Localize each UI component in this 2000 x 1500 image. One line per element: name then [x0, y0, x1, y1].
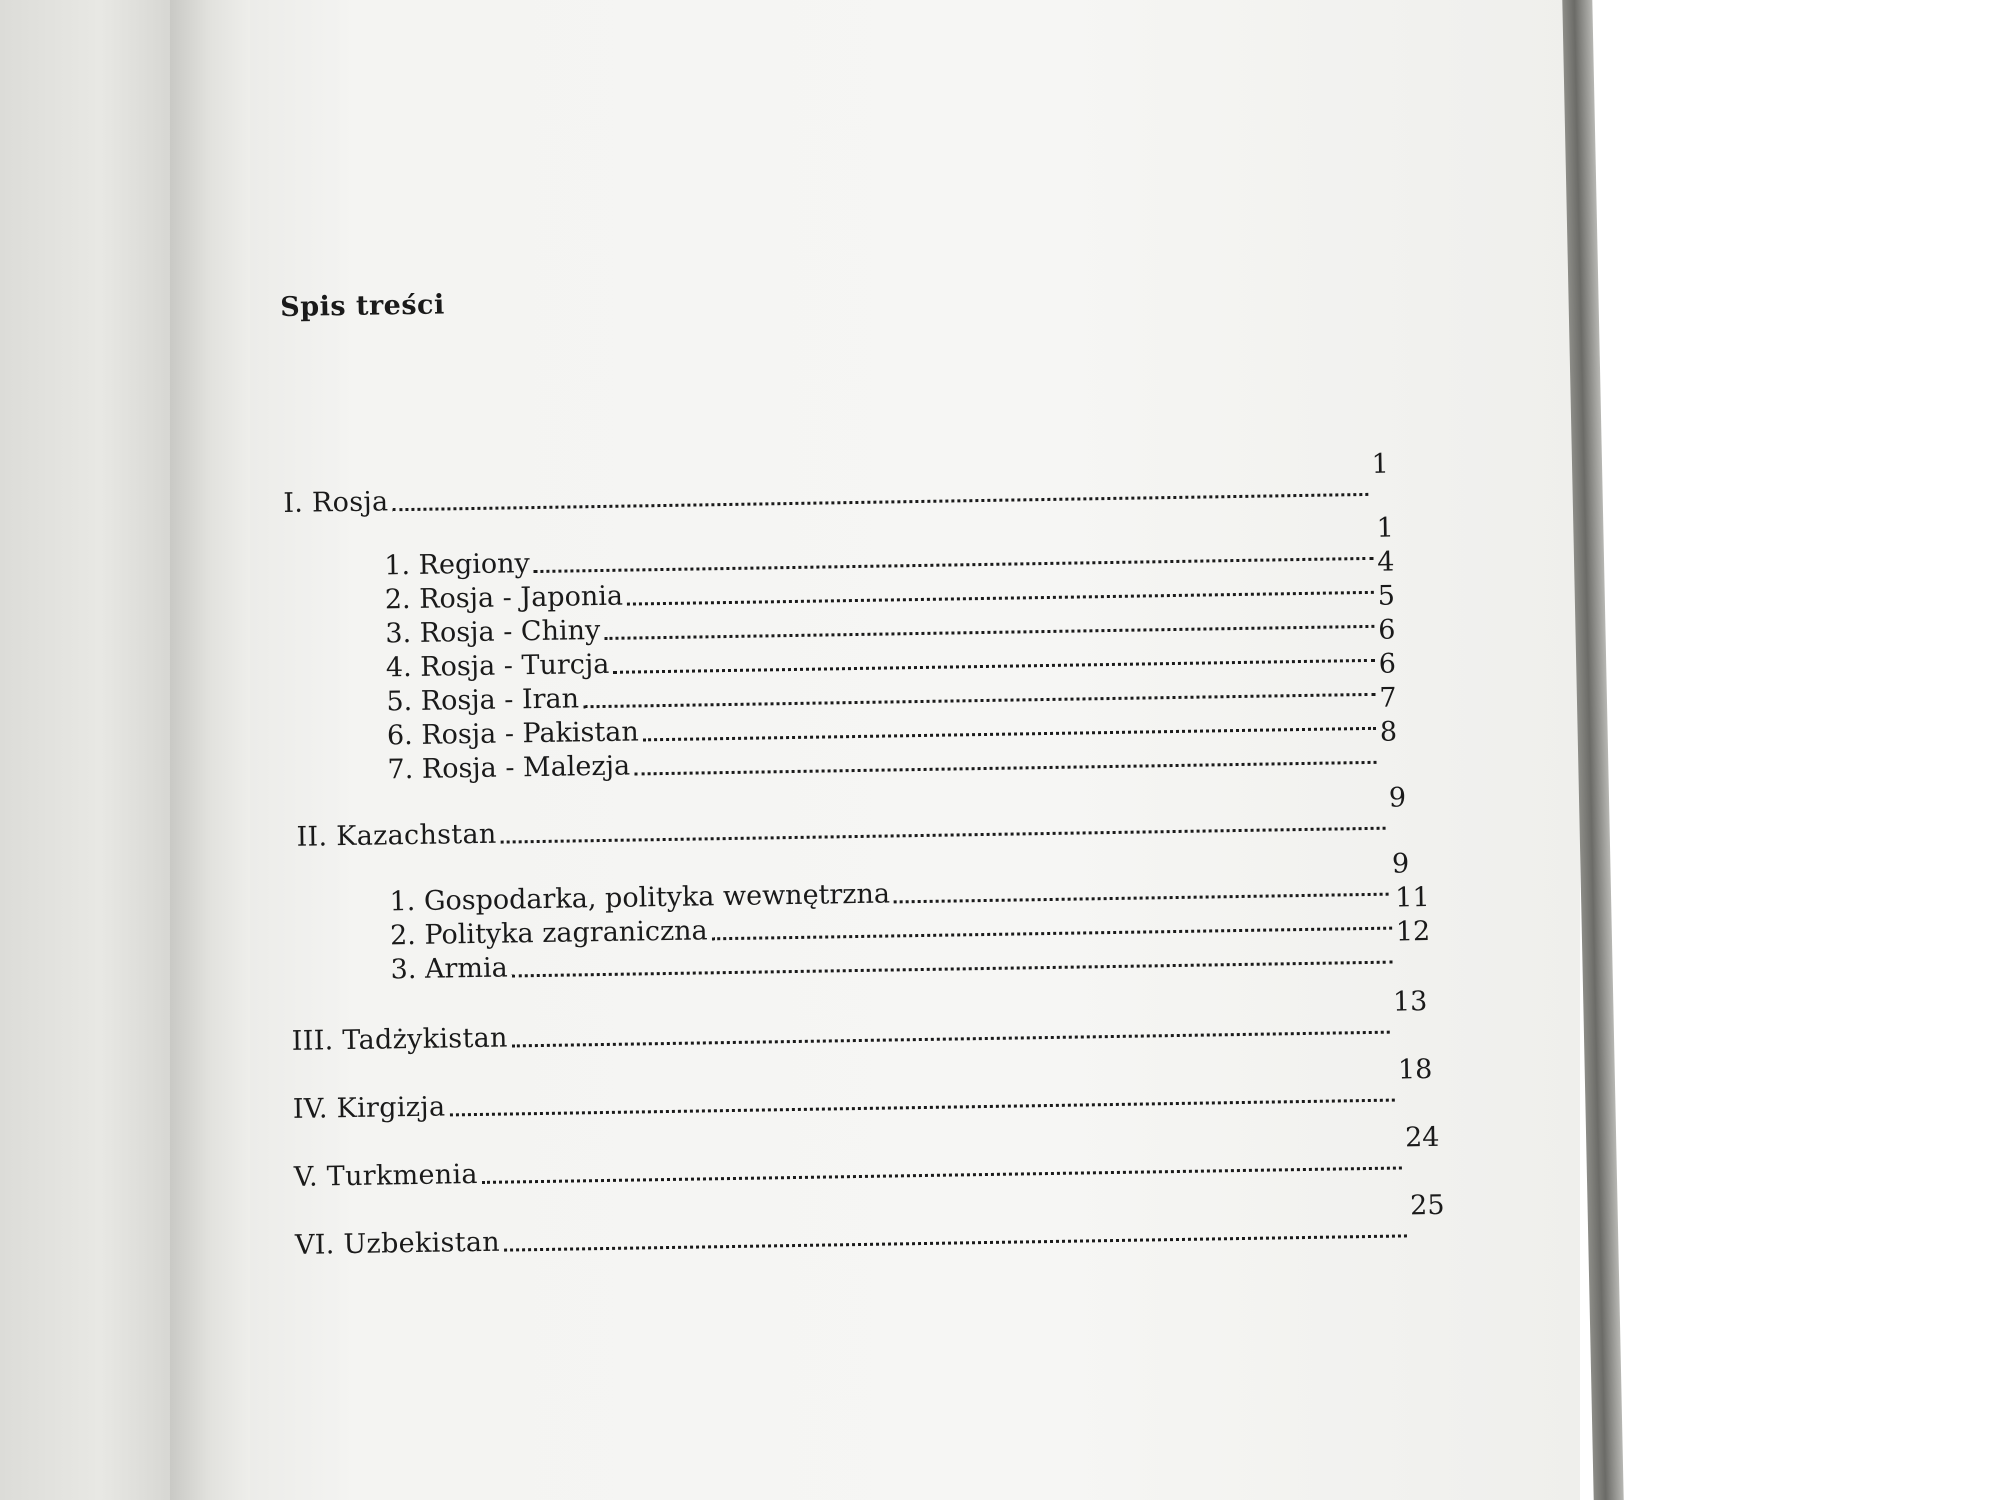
- toc-entry-page: 24: [1404, 1121, 1440, 1154]
- toc-title: Spis treści: [280, 289, 445, 323]
- toc-entry-page: 1: [1371, 448, 1390, 480]
- toc-entry-page: 9: [1388, 782, 1407, 814]
- toc-entry-label: II. Kazachstan: [296, 818, 497, 853]
- toc-entry-label: IV. Kirgizja: [292, 1091, 446, 1125]
- toc-entry-page: 9: [1391, 848, 1410, 880]
- toc-entry-page: 7: [1379, 682, 1397, 714]
- toc-entry-page: 18: [1397, 1053, 1433, 1086]
- toc-entry-label: 6. Rosja - Pakistan: [386, 716, 639, 752]
- toc-entry-label: III. Tadżykistan: [291, 1022, 508, 1057]
- toc-entry-page: 1: [1376, 512, 1395, 544]
- toc-entry-label: 2. Rosja - Japonia: [384, 580, 624, 616]
- toc-entry-page: 6: [1378, 648, 1397, 680]
- toc-entry-label: 1. Gospodarka, polityka wewnętrzna: [389, 878, 891, 918]
- toc-entry-page: 6: [1378, 614, 1396, 646]
- toc-entry-page: 4: [1376, 546, 1395, 578]
- toc-entry-label: 5. Rosja - Iran: [386, 683, 580, 718]
- toc-entry-page: 13: [1392, 986, 1428, 1018]
- toc-entry-page: 25: [1409, 1189, 1445, 1222]
- toc-entry-label: 3. Armia: [390, 952, 508, 986]
- toc-entry-page: 12: [1395, 916, 1431, 948]
- toc-entry-label: I. Rosja: [283, 486, 389, 519]
- toc-entry-label: 1. Regiony: [384, 548, 531, 582]
- toc-entry-label: VI. Uzbekistan: [294, 1226, 501, 1261]
- toc-entry-label: 7. Rosja - Malezja: [387, 750, 631, 786]
- toc-entry-label: V. Turkmenia: [293, 1159, 479, 1193]
- toc-entry-label: 3. Rosja - Chiny: [385, 615, 601, 650]
- toc-entry-page: 8: [1379, 716, 1398, 748]
- leader-dots: [894, 893, 1388, 904]
- toc-entry-label: 2. Polityka zagraniczna: [389, 915, 708, 952]
- toc-entry-label: 4. Rosja - Turcja: [385, 648, 610, 684]
- toc-entry-page: 11: [1395, 882, 1430, 914]
- toc-entry-page: 5: [1377, 580, 1396, 612]
- page-fold-shadow: [170, 0, 260, 1500]
